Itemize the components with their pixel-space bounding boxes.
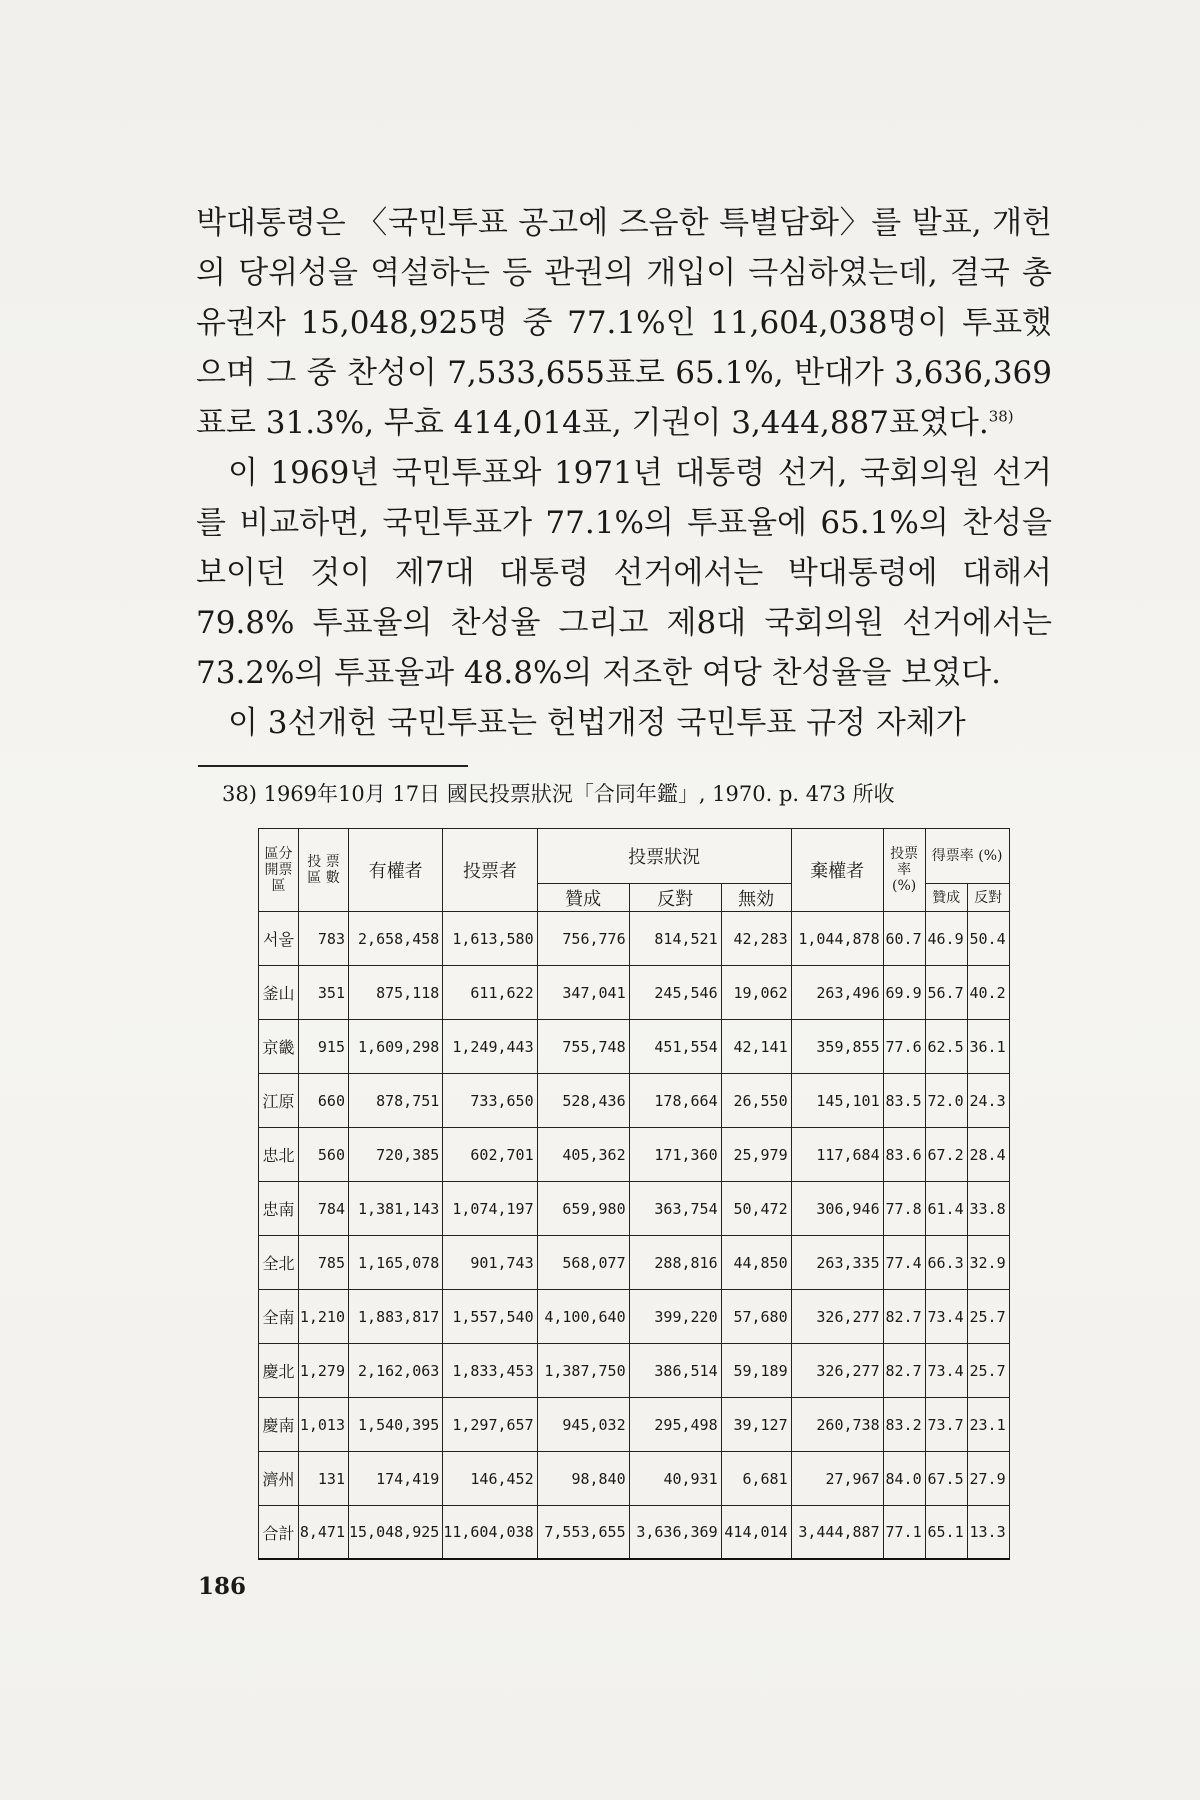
referendum-table-container	[258, 828, 1010, 1560]
table-cell: 263,335	[791, 1236, 883, 1290]
table-cell: 59,189	[721, 1344, 791, 1398]
table-cell: 73.4	[925, 1290, 967, 1344]
table-cell: 945,032	[537, 1398, 629, 1452]
table-cell: 32.9	[967, 1236, 1009, 1290]
paragraph-3: 이 3선개헌 국민투표는 헌법개정 국민투표 규정 자체가	[228, 705, 966, 741]
table-cell: 720,385	[349, 1128, 443, 1182]
table-cell: 1,013	[299, 1398, 349, 1452]
table-cell: 131	[299, 1452, 349, 1506]
header-no: 反對	[629, 884, 721, 912]
table-cell: 405,362	[537, 1128, 629, 1182]
table-cell: 146,452	[443, 1452, 537, 1506]
table-cell: 611,622	[443, 966, 537, 1020]
table-cell: 25,979	[721, 1128, 791, 1182]
table-cell: 61.4	[925, 1182, 967, 1236]
table-cell: 6,681	[721, 1452, 791, 1506]
footnote-divider	[198, 765, 468, 767]
table-cell: 13.3	[967, 1506, 1009, 1560]
table-cell: 755,748	[537, 1020, 629, 1074]
table-cell: 414,014	[721, 1506, 791, 1560]
table-row	[259, 1290, 1010, 1344]
paragraph-1	[196, 198, 1052, 448]
header-invalid: 無効	[721, 884, 791, 912]
table-cell: 1,074,197	[443, 1182, 537, 1236]
table-cell: 42,141	[721, 1020, 791, 1074]
paragraph-2: 이 1969년 국민투표와 1971년 대통령 선거, 국회의원 선거를 비교하면, 국민투표가 77.1%의 투표율에 65.1%의 찬성을 보이던 것이 제7대 대통령 선거에서는 박대통령에 대해서 79.8% 투표율의 찬성율 그리고 제8대 국회의원 선거에서는 73.2%의 투표율과 48.8%의 저조한 여당 찬성율을 보였다.	[196, 455, 1052, 691]
table-cell: 528,436	[537, 1074, 629, 1128]
table-cell: 568,077	[537, 1236, 629, 1290]
header-abstain: 棄權者	[791, 829, 883, 912]
header-share-no: 反對	[967, 884, 1009, 912]
region-cell: 江原	[259, 1074, 299, 1128]
table-cell: 65.1	[925, 1506, 967, 1560]
table-cell: 73.7	[925, 1398, 967, 1452]
paragraph-1-text: 박대통령은 〈국민투표 공고에 즈음한 특별담화〉를 발표, 개헌의 당위성을 역설하는 등 관권의 개입이 극심하였는데, 결국 총유권자 15,048,925명 중 77.1%인 11,604,038명이 투표했으며 그 중 찬성이 7,533,655표로 65.1%, 반대가 3,636,369표로 31.3%, 무효 414,014표, 기권이 3,444,887표였다.	[196, 205, 1052, 441]
table-cell: 875,118	[349, 966, 443, 1020]
table-cell: 60.7	[883, 912, 925, 966]
table-cell: 33.8	[967, 1182, 1009, 1236]
table-cell: 245,546	[629, 966, 721, 1020]
table-cell: 83.6	[883, 1128, 925, 1182]
table-cell: 98,840	[537, 1452, 629, 1506]
table-cell: 50,472	[721, 1182, 791, 1236]
table-cell: 1,540,395	[349, 1398, 443, 1452]
table-cell: 56.7	[925, 966, 967, 1020]
table-cell: 1,883,817	[349, 1290, 443, 1344]
region-cell: 全北	[259, 1236, 299, 1290]
table-cell: 83.2	[883, 1398, 925, 1452]
header-share-yes: 贊成	[925, 884, 967, 912]
table-row	[259, 912, 1010, 966]
table-cell: 399,220	[629, 1290, 721, 1344]
table-cell: 73.4	[925, 1344, 967, 1398]
table-cell: 84.0	[883, 1452, 925, 1506]
table-cell: 1,557,540	[443, 1290, 537, 1344]
table-cell: 784	[299, 1182, 349, 1236]
table-cell: 25.7	[967, 1344, 1009, 1398]
table-cell: 915	[299, 1020, 349, 1074]
table-row	[259, 1182, 1010, 1236]
table-cell: 347,041	[537, 966, 629, 1020]
table-cell: 82.7	[883, 1344, 925, 1398]
table-cell: 83.5	[883, 1074, 925, 1128]
table-cell: 117,684	[791, 1128, 883, 1182]
region-cell: 慶南	[259, 1398, 299, 1452]
region-cell: 서울	[259, 912, 299, 966]
referendum-results-table	[258, 828, 1010, 1560]
table-cell: 351	[299, 966, 349, 1020]
table-cell: 814,521	[629, 912, 721, 966]
header-vote-status: 投票狀況	[537, 829, 791, 884]
table-cell: 295,498	[629, 1398, 721, 1452]
table-cell: 82.7	[883, 1290, 925, 1344]
region-cell: 忠北	[259, 1128, 299, 1182]
table-cell: 40,931	[629, 1452, 721, 1506]
table-cell: 28.4	[967, 1128, 1009, 1182]
table-cell: 326,277	[791, 1344, 883, 1398]
table-row	[259, 1236, 1010, 1290]
table-cell: 42,283	[721, 912, 791, 966]
table-cell: 36.1	[967, 1020, 1009, 1074]
table-cell: 1,165,078	[349, 1236, 443, 1290]
table-cell: 1,613,580	[443, 912, 537, 966]
table-cell: 288,816	[629, 1236, 721, 1290]
region-cell: 全南	[259, 1290, 299, 1344]
table-cell: 69.9	[883, 966, 925, 1020]
table-row	[259, 1506, 1010, 1560]
table-cell: 306,946	[791, 1182, 883, 1236]
table-cell: 1,044,878	[791, 912, 883, 966]
table-row	[259, 1020, 1010, 1074]
table-cell: 1,297,657	[443, 1398, 537, 1452]
table-body	[259, 912, 1010, 1560]
table-cell: 19,062	[721, 966, 791, 1020]
table-cell: 1,249,443	[443, 1020, 537, 1074]
table-cell: 44,850	[721, 1236, 791, 1290]
table-cell: 260,738	[791, 1398, 883, 1452]
table-cell: 263,496	[791, 966, 883, 1020]
header-eligible: 有權者	[349, 829, 443, 912]
table-cell: 1,381,143	[349, 1182, 443, 1236]
table-cell: 11,604,038	[443, 1506, 537, 1560]
table-cell: 26,550	[721, 1074, 791, 1128]
table-cell: 7,553,655	[537, 1506, 629, 1560]
table-cell: 785	[299, 1236, 349, 1290]
table-cell: 24.3	[967, 1074, 1009, 1128]
table-cell: 15,048,925	[349, 1506, 443, 1560]
table-cell: 1,387,750	[537, 1344, 629, 1398]
table-cell: 77.4	[883, 1236, 925, 1290]
footnote: 38) 1969年10月 17日 國民投票狀況「合同年鑑」, 1970. p. 473 所收	[222, 782, 895, 806]
table-row	[259, 1398, 1010, 1452]
table-cell: 8,471	[299, 1506, 349, 1560]
region-cell: 釜山	[259, 966, 299, 1020]
table-cell: 363,754	[629, 1182, 721, 1236]
table-cell: 1,609,298	[349, 1020, 443, 1074]
table-cell: 77.6	[883, 1020, 925, 1074]
table-row	[259, 1128, 1010, 1182]
table-cell: 27.9	[967, 1452, 1009, 1506]
header-region: 區分 開票區	[259, 829, 299, 912]
table-cell: 659,980	[537, 1182, 629, 1236]
page-number: 186	[198, 1573, 247, 1600]
table-cell: 39,127	[721, 1398, 791, 1452]
table-row	[259, 1074, 1010, 1128]
table-cell: 2,162,063	[349, 1344, 443, 1398]
table-cell: 1,279	[299, 1344, 349, 1398]
table-cell: 1,833,453	[443, 1344, 537, 1398]
table-cell: 3,444,887	[791, 1506, 883, 1560]
region-cell: 京畿	[259, 1020, 299, 1074]
region-cell: 忠南	[259, 1182, 299, 1236]
region-cell: 慶北	[259, 1344, 299, 1398]
table-cell: 77.8	[883, 1182, 925, 1236]
table-cell: 174,419	[349, 1452, 443, 1506]
header-turnout: 投票率 (%)	[883, 829, 925, 912]
table-cell: 386,514	[629, 1344, 721, 1398]
table-cell: 50.4	[967, 912, 1009, 966]
table-cell: 67.5	[925, 1452, 967, 1506]
table-cell: 4,100,640	[537, 1290, 629, 1344]
region-cell: 濟州	[259, 1452, 299, 1506]
header-yes: 贊成	[537, 884, 629, 912]
table-cell: 3,636,369	[629, 1506, 721, 1560]
table-cell: 756,776	[537, 912, 629, 966]
table-row	[259, 1452, 1010, 1506]
table-cell: 25.7	[967, 1290, 1009, 1344]
table-cell: 1,210	[299, 1290, 349, 1344]
table-cell: 359,855	[791, 1020, 883, 1074]
table-cell: 733,650	[443, 1074, 537, 1128]
table-cell: 66.3	[925, 1236, 967, 1290]
table-cell: 171,360	[629, 1128, 721, 1182]
region-cell: 合計	[259, 1506, 299, 1560]
table-cell: 178,664	[629, 1074, 721, 1128]
table-cell: 326,277	[791, 1290, 883, 1344]
table-cell: 40.2	[967, 966, 1009, 1020]
table-cell: 660	[299, 1074, 349, 1128]
table-row	[259, 966, 1010, 1020]
header-share: 得票率 (%)	[925, 829, 1009, 884]
table-cell: 57,680	[721, 1290, 791, 1344]
table-cell: 72.0	[925, 1074, 967, 1128]
table-cell: 67.2	[925, 1128, 967, 1182]
table-cell: 62.5	[925, 1020, 967, 1074]
table-cell: 145,101	[791, 1074, 883, 1128]
body-text	[196, 198, 1052, 748]
table-cell: 77.1	[883, 1506, 925, 1560]
table-cell: 878,751	[349, 1074, 443, 1128]
table-cell: 901,743	[443, 1236, 537, 1290]
table-cell: 451,554	[629, 1020, 721, 1074]
header-precincts: 投 票 區 數	[299, 829, 349, 912]
table-cell: 783	[299, 912, 349, 966]
table-row	[259, 1344, 1010, 1398]
table-cell: 46.9	[925, 912, 967, 966]
table-cell: 2,658,458	[349, 912, 443, 966]
table-cell: 602,701	[443, 1128, 537, 1182]
table-cell: 23.1	[967, 1398, 1009, 1452]
header-voters: 投票者	[443, 829, 537, 912]
table-cell: 560	[299, 1128, 349, 1182]
footnote-reference: 38)	[988, 407, 1014, 426]
table-cell: 27,967	[791, 1452, 883, 1506]
